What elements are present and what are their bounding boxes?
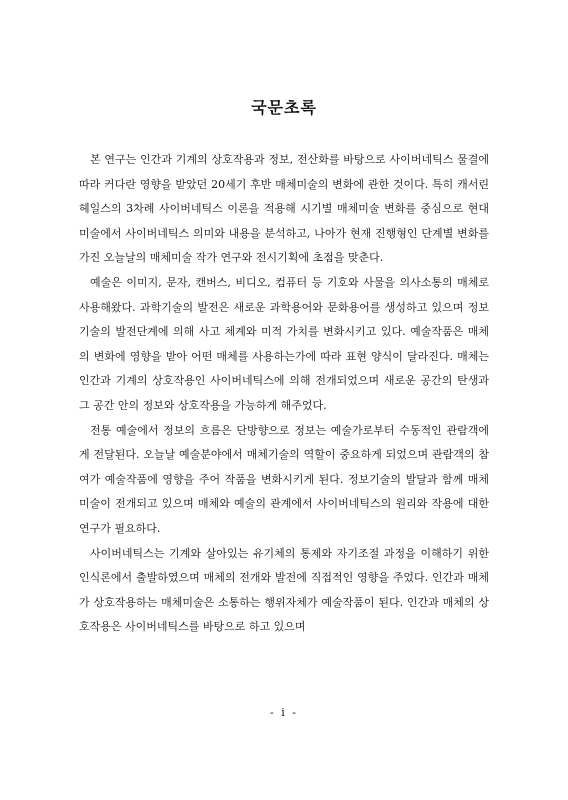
page-number: - i - xyxy=(270,706,298,719)
paragraph: 본 연구는 인간과 기계의 상호작용과 정보, 전산화를 바탕으로 사이버네틱스 물결에 따라 커다란 영향을 받았던 20세기 후반 매체미술의 변화에 관한 것이다. 특히 캐서린 헤일스의 3차례 사이버네틱스 이론을 적용해 시기별 매체미술 변화를 중심으로 현대미술에서 사이버네틱스 의미와 내용을 분석하고, 나아가 현재 진행형인 단계별 변화를 가진 오늘날의 매체미술 작가 연구와 전시기획에 초점을 맞춘다. xyxy=(79,153,489,265)
page-title: 국문초록 xyxy=(251,98,317,117)
paragraph: 전통 예술에서 정보의 흐름은 단방향으로 정보는 예술가로부터 수동적인 관람객에게 전달된다. 오늘날 예술분야에서 매체기술의 역할이 중요하게 되었으며 관람객의 참여가 예술작품에 영향을 주어 작품을 변화시키게 된다. 정보기술의 발달과 함께 매체미술이 전개되고 있으며 매체와 예술의 관계에서 사이버네틱스의 원리와 작용에 대한 연구가 필요하다. xyxy=(79,423,489,535)
abstract-body xyxy=(79,148,489,640)
paragraph: 사이버네틱스는 기계와 살아있는 유기체의 통제와 자기조절 과정을 이해하기 위한 인식론에서 출발하였으며 매체의 전개와 발전에 직접적인 영향을 주었다. 인간과 매체가 상호작용하는 매체미술은 소통하는 행위자체가 예술작품이 된다. 인간과 매체의 상호작용은 사이버네틱스를 바탕으로 하고 있으며 xyxy=(79,546,489,634)
paragraph: 예술은 이미지, 문자, 캔버스, 비디오, 컴퓨터 등 기호와 사물을 의사소통의 매체로 사용해왔다. 과학기술의 발전은 새로운 과학용어와 문화용어를 생성하고 있으며 정보기술의 발전단계에 의해 사고 체계와 미적 가치를 변화시키고 있다. 예술작품은 매체의 변화에 영향을 받아 어떤 매체를 사용하는가에 따라 표현 양식이 달라진다. 매체는 인간과 기계의 상호작용인 사이버네틱스에 의해 전개되었으며 새로운 공간의 탄생과 그 공간 안의 정보와 상호작용을 가능하게 해주었다. xyxy=(79,275,489,412)
